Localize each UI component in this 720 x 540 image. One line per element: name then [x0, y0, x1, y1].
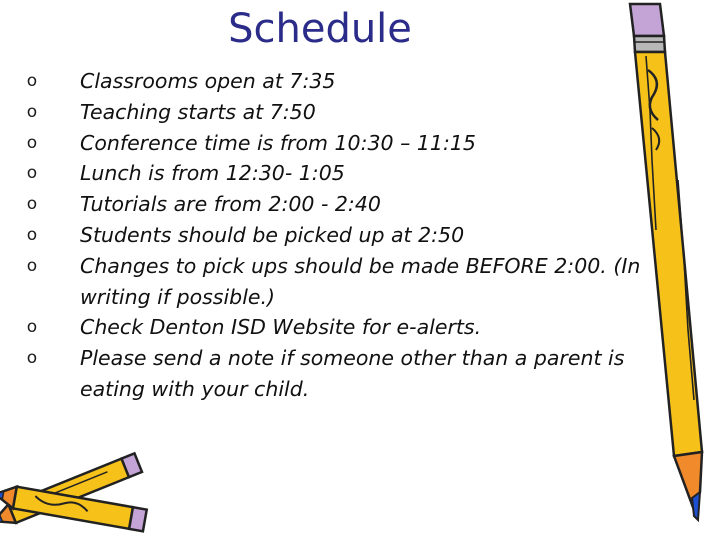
list-item [0, 158, 670, 189]
list-item-text: Check Denton ISD Website for e-alerts. [80, 315, 482, 340]
bullet-icon: o [26, 194, 38, 215]
list-item [0, 312, 670, 343]
list-item [0, 251, 670, 313]
bullet-icon: o [26, 163, 38, 184]
bullet-icon: o [26, 255, 38, 276]
list-item [0, 220, 670, 251]
list-item [0, 66, 670, 97]
list-item-text: Changes to pick ups should be made BEFORE 2:00. (In writing if possible.) [80, 253, 641, 309]
slide-title: Schedule [228, 6, 412, 52]
list-item [0, 189, 670, 220]
bullet-icon: o [26, 317, 38, 338]
list-item [0, 343, 670, 405]
list-item-text: Teaching starts at 7:50 [80, 99, 316, 124]
bullet-icon: o [26, 224, 38, 245]
list-item [0, 97, 670, 128]
list-item-text: Classrooms open at 7:35 [80, 69, 336, 93]
pencil-icon [590, 0, 715, 540]
crossed-pencils-icon [0, 428, 160, 540]
list-item-text: Lunch is from 12:30- 1:05 [80, 161, 345, 186]
bullet-icon: o [26, 348, 38, 369]
bullet-icon: o [26, 101, 38, 122]
list-item [0, 128, 670, 159]
list-item-text: Please send a note if someone other than a parent is eating with your child. [80, 346, 625, 401]
schedule-list [0, 66, 670, 405]
list-item-text: Students should be picked up at 2:50 [80, 222, 465, 247]
bullet-icon: o [26, 132, 38, 153]
bullet-icon: o [26, 71, 38, 91]
list-item-text: Tutorials are from 2:00 - 2:40 [80, 192, 381, 217]
list-item-text: Conference time is from 10:30 – 11:15 [80, 130, 476, 155]
